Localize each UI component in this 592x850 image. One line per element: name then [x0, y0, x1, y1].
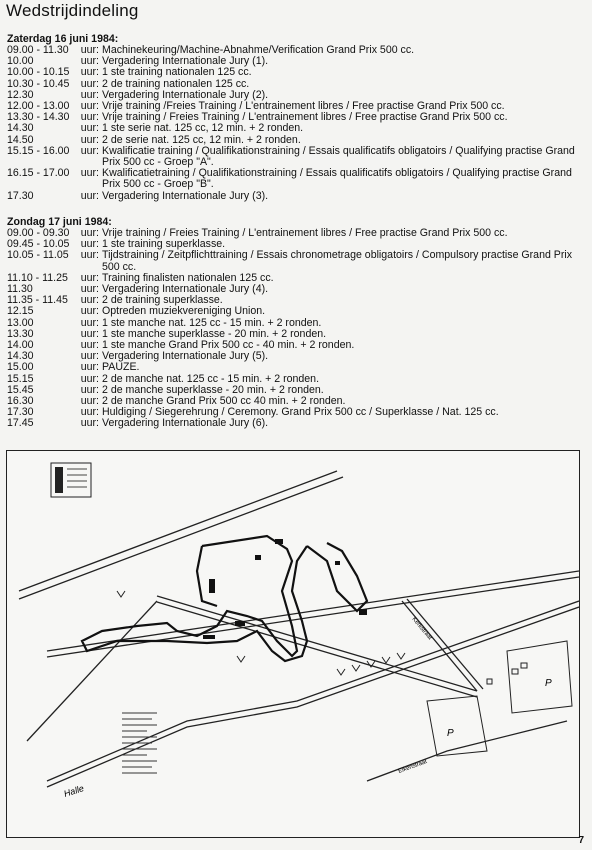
schedule-time: 17.30: [7, 406, 34, 419]
schedule-description: Training finalisten nationalen 125 cc.: [102, 271, 274, 284]
schedule-time: 09.00 - 11.30: [7, 44, 69, 56]
schedule-row: [7, 191, 577, 202]
circuit-map: [6, 450, 580, 838]
schedule-unit: uur:: [80, 144, 99, 157]
schedule-time: 15.45: [7, 383, 34, 396]
schedule-time: 16.30: [7, 395, 34, 408]
schedule-description: 1 ste training nationalen 125 cc.: [102, 66, 252, 79]
schedule-unit: uur:: [80, 327, 99, 340]
schedule-time: 09.45 - 10.05: [7, 238, 70, 251]
schedule-description: Optreden muziekvereniging Union.: [102, 305, 266, 318]
schedule-row: [7, 306, 577, 317]
schedule-row: [7, 250, 577, 272]
schedule-description: Tijdstraining / Zeitpflichttraining / Essais chronometrage obligatoirs / Compulsory practise Grand Prix 500 cc.: [102, 249, 573, 273]
schedule-description: 2 de manche superklasse - 20 min. + 2 ronden.: [102, 383, 324, 396]
schedule-description: Vrije training / Freies Training / L'entrainement libres / Free practise Grand Prix 500 cc.: [102, 111, 508, 124]
road-label-halle: Halle: [62, 783, 86, 799]
schedule-description: Kwalificatie training / Qualifikationstraining / Essais qualificatifs obligatoirs / Qualifying practise Grand Prix 500 cc - Groep "A".: [102, 144, 575, 169]
map-legend-top: [51, 463, 91, 497]
schedule-time: 16.15 - 17.00: [7, 167, 70, 180]
schedule-unit: uur:: [80, 271, 99, 284]
schedule-time: 09.00 - 09.30: [7, 227, 70, 239]
schedule-description: 2 de manche Grand Prix 500 cc 40 min. + 2 ronden.: [102, 395, 346, 408]
page-title: Wedstrijdindeling: [6, 1, 139, 20]
schedule-row: [7, 146, 577, 168]
schedule-description: Vrije training / Freies Training / L'entrainement libres / Free practise Grand Prix 500 cc.: [102, 227, 508, 239]
schedule-description: Vergadering Internationale Jury (6).: [102, 417, 269, 430]
schedule-unit: uur:: [80, 238, 99, 251]
schedule-time: 14.50: [7, 133, 34, 146]
roads: [19, 471, 579, 787]
schedule-description: Vergadering Internationale Jury (5).: [102, 350, 269, 363]
schedule-time: 13.00: [7, 316, 34, 329]
schedule-unit: uur:: [80, 44, 99, 56]
schedule-description: 2 de serie nat. 125 cc, 12 min. + 2 ronden.: [102, 133, 301, 146]
schedule-description: Huldiging / Siegerehrung / Ceremony. Grand Prix 500 cc / Superklasse / Nat. 125 cc.: [102, 406, 499, 419]
schedule-description: 2 de training superklasse.: [102, 294, 223, 307]
schedule-unit: uur:: [80, 122, 99, 135]
parking-label: P: [447, 728, 454, 739]
schedule-time: 12.15: [7, 305, 34, 318]
schedule-unit: uur:: [80, 406, 99, 419]
schedule-unit: uur:: [80, 167, 99, 180]
schedule-saturday: [7, 34, 577, 202]
schedule-time: 13.30 - 14.30: [7, 111, 70, 124]
schedule-row: [7, 168, 577, 190]
schedule-time: 13.30: [7, 327, 34, 340]
schedule-time: 14.30: [7, 350, 34, 363]
schedule-row: [7, 362, 577, 373]
schedule-description: Machinekeuring/Machine-Abnahme/Verification Grand Prix 500 cc.: [102, 44, 415, 56]
schedule-time: 14.30: [7, 122, 34, 135]
schedule-unit: uur:: [80, 383, 99, 396]
schedule-time: 10.00: [7, 55, 34, 68]
schedule-description: 1 ste manche nat. 125 cc - 15 min. + 2 ronden.: [102, 316, 322, 329]
schedule-unit: uur:: [80, 189, 99, 202]
schedule-description: 1 ste training superklasse.: [102, 238, 226, 251]
schedule-time: 11.35 - 11.45: [7, 294, 68, 307]
schedule-unit: uur:: [80, 100, 99, 113]
schedule-unit: uur:: [80, 88, 99, 101]
schedule-unit: uur:: [80, 55, 99, 68]
schedule-unit: uur:: [80, 227, 99, 239]
day-heading: Zondag 17 juni 1984:: [7, 216, 112, 228]
circuit-map-drawing: [7, 451, 579, 837]
parking-label: P: [545, 678, 552, 689]
schedule-unit: uur:: [80, 395, 99, 408]
schedule-time: 15.15: [7, 372, 34, 385]
street-label-1: Eikenstraat: [397, 758, 428, 775]
street-label-2: Kerkstraat: [410, 616, 433, 642]
schedule-description: Vergadering Internationale Jury (1).: [102, 55, 269, 68]
schedule-time: 10.05 - 11.05: [7, 249, 69, 262]
schedule-description: 1 ste manche Grand Prix 500 cc - 40 min. + 2 ronden.: [102, 339, 355, 352]
schedule-unit: uur:: [80, 417, 99, 430]
schedule-time: 15.15 - 16.00: [7, 144, 70, 157]
page-number: 7: [578, 835, 584, 846]
schedule-description: Vergadering Internationale Jury (2).: [102, 88, 269, 101]
schedule-unit: uur:: [80, 316, 99, 329]
schedule-time: 14.00: [7, 339, 34, 352]
schedule-unit: uur:: [80, 294, 99, 307]
schedule-description: 1 ste serie nat. 125 cc, 12 min. + 2 ronden.: [102, 122, 304, 135]
schedule-unit: uur:: [80, 339, 99, 352]
schedule-time: 17.45: [7, 417, 34, 430]
schedule-description: 2 de manche nat. 125 cc - 15 min. + 2 ronden.: [102, 372, 320, 385]
schedule-time: 10.00 - 10.15: [7, 66, 70, 79]
schedule-unit: uur:: [80, 133, 99, 146]
schedule-unit: uur:: [80, 361, 99, 374]
schedule-description: 2 de training nationalen 125 cc.: [102, 77, 250, 90]
schedule-time: 12.30: [7, 88, 34, 101]
schedule-sunday: [7, 217, 577, 430]
schedule-row: [7, 67, 577, 78]
schedule-time: 15.00: [7, 361, 34, 374]
day-heading: Zaterdag 16 juni 1984:: [7, 33, 119, 45]
schedule-time: 17.30: [7, 189, 34, 202]
schedule-time: 11.30: [7, 283, 33, 296]
schedule-description: Kwalificatietraining / Qualifikationstraining / Essais qualificatifs obligatoirs / Qualifying practise Grand Prix 500 cc - Groep "B".: [102, 167, 572, 191]
schedule-unit: uur:: [80, 249, 99, 262]
schedule-time: 10.30 - 10.45: [7, 77, 70, 90]
schedule-unit: uur:: [80, 77, 99, 90]
schedule-time: 12.00 - 13.00: [7, 100, 70, 113]
schedule-time: 11.10 - 11.25: [7, 271, 68, 284]
schedule-description: Vergadering Internationale Jury (4).: [102, 283, 269, 296]
schedule-unit: uur:: [80, 66, 99, 79]
schedule-row: [7, 123, 577, 134]
schedule-description: PAUZE.: [102, 361, 140, 374]
schedule-description: Vrije training /Freies Training / L'entrainement libres / Free practise Grand Prix 500 cc.: [102, 100, 505, 113]
schedule-unit: uur:: [80, 350, 99, 363]
schedule-description: 1 ste manche superklasse - 20 min. + 2 ronden.: [102, 327, 327, 340]
schedule-unit: uur:: [80, 372, 99, 385]
schedule-unit: uur:: [80, 283, 99, 296]
schedule-unit: uur:: [80, 305, 99, 318]
schedule-row: [7, 418, 577, 429]
race-track: [82, 536, 367, 661]
map-legend-bottom: [122, 713, 157, 773]
schedule-unit: uur:: [80, 111, 99, 124]
schedule-description: Vergadering Internationale Jury (3).: [102, 189, 269, 202]
